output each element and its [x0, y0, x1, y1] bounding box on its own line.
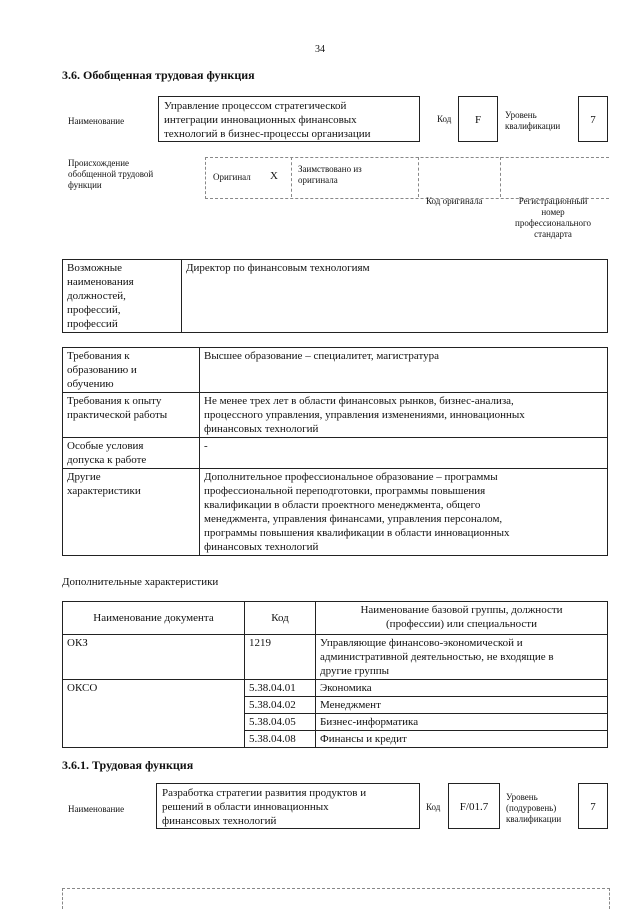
req-label-line: допуска к работе — [67, 454, 147, 466]
positions-label-line: должностей, — [67, 290, 126, 302]
tf-code-value: F/01.7 — [459, 801, 489, 813]
okz-name-line: административной деятельностью, не входящие в — [320, 651, 554, 663]
tf-name-line: финансовых технологий — [162, 815, 277, 827]
okz-name-line: Управляющие финансово-экономической и — [320, 637, 523, 649]
okz-name-line: другие группы — [320, 665, 390, 677]
positions-label-line: профессий, — [67, 304, 121, 316]
okso-name: Менеджмент — [316, 697, 608, 714]
tf-level-box — [578, 783, 608, 829]
header-group-line: (профессии) или специальности — [386, 618, 537, 630]
positions-value: Директор по финансовым технологиям — [182, 260, 608, 333]
origin-label — [68, 158, 153, 191]
req-value-line: Высшее образование – специалитет, магистратура — [204, 350, 440, 362]
table-row — [63, 469, 608, 556]
tf-code-label: Код — [426, 802, 441, 812]
positions-label — [63, 260, 182, 333]
tf-name-box — [156, 783, 420, 829]
positions-label-line: профессий — [67, 318, 118, 330]
requirements-table — [62, 347, 608, 556]
tf-name-label: Наименование — [68, 804, 125, 814]
req-value-line: - — [204, 440, 208, 452]
req-value-line: финансовых технологий — [204, 423, 319, 435]
tf-name-line: решений в области инновационных — [162, 801, 329, 813]
code-label: Код — [437, 114, 452, 124]
gtf-name-line: технологий в бизнес-процессы организации — [164, 128, 371, 140]
okso-name: Экономика — [316, 680, 608, 697]
req-label — [63, 438, 200, 469]
table-row — [63, 393, 608, 438]
positions-label-line: наименования — [67, 276, 134, 288]
req-value-line: профессиональной переподготовки, программы повышения — [204, 485, 486, 497]
page-number: 34 — [315, 44, 325, 55]
reg-number-line: номер — [541, 207, 565, 217]
okso-name: Бизнес-информатика — [316, 714, 608, 731]
positions-label-line: Возможные — [67, 262, 122, 274]
gtf-name-box — [158, 96, 420, 142]
reg-number-label — [503, 196, 603, 240]
code-value-box — [458, 96, 498, 142]
header-code: Код — [245, 602, 316, 635]
gtf-name-line: интеграции инновационных финансовых — [164, 114, 357, 126]
req-label-line: обучению — [67, 378, 114, 390]
okso-name: Финансы и кредит — [316, 731, 608, 748]
req-value — [200, 469, 608, 556]
okso-code: 5.38.04.02 — [245, 697, 316, 714]
req-label-line: Другие — [67, 471, 101, 483]
level-value: 7 — [590, 114, 596, 126]
origin-divider — [500, 157, 502, 197]
req-label — [63, 469, 200, 556]
original-label: Оригинал — [213, 172, 251, 182]
level-label — [505, 110, 560, 132]
header-group-line: Наименование базовой группы, должности — [360, 604, 563, 616]
borrowed-label-line: оригинала — [298, 175, 338, 185]
origin-label-line: функции — [68, 180, 102, 190]
okso-code: 5.38.04.05 — [245, 714, 316, 731]
level-value-box — [578, 96, 608, 142]
table-row — [63, 680, 608, 697]
req-value-line: финансовых технологий — [204, 541, 319, 553]
req-value-line: Дополнительное профессиональное образование – программы — [204, 471, 498, 483]
name-label: Наименование — [68, 116, 125, 126]
req-label-line: Требования к — [67, 350, 130, 362]
req-label-line: характеристики — [67, 485, 141, 497]
table-row — [63, 348, 608, 393]
original-mark: Х — [270, 170, 278, 182]
tf-level-line: Уровень — [506, 792, 538, 802]
req-value-line: программы повышения квалификации в области инновационных — [204, 527, 510, 539]
header-doc: Наименование документа — [63, 602, 245, 635]
req-value-line: Не менее трех лет в области финансовых рынков, бизнес-анализа, — [204, 395, 514, 407]
additional-title: Дополнительные характеристики — [62, 576, 219, 588]
req-value — [200, 393, 608, 438]
table-row — [63, 602, 608, 635]
req-label — [63, 393, 200, 438]
origin-label-line: обобщенной трудовой — [68, 169, 154, 179]
req-value — [200, 438, 608, 469]
table-row — [63, 635, 608, 680]
borrowed-label-line: Заимствовано из — [298, 164, 362, 174]
tf-name-line: Разработка стратегии развития продуктов и — [162, 787, 367, 799]
req-value — [200, 348, 608, 393]
borrowed-label — [298, 164, 362, 186]
reg-number-line: профессионального — [515, 218, 591, 228]
subsection-title: 3.6.1. Трудовая функция — [62, 758, 194, 772]
gtf-name-line: Управление процессом стратегической — [164, 100, 347, 112]
reg-number-line: стандарта — [534, 229, 572, 239]
level-label-line: квалификации — [505, 121, 561, 131]
okso-code: 5.38.04.08 — [245, 731, 316, 748]
okz-doc: ОКЗ — [63, 635, 245, 680]
tf-level-label — [506, 792, 561, 825]
section-title: 3.6. Обобщенная трудовая функция — [62, 68, 255, 82]
code-original-label: Код оригинала — [426, 196, 483, 206]
table-row — [63, 438, 608, 469]
req-label-line: Особые условия — [67, 440, 144, 452]
req-value-line: квалификации в области проектного менеджмента, общего — [204, 499, 481, 511]
code-value: F — [474, 114, 482, 126]
req-value-line: процессного управления, управления изменениями, инновационных — [204, 409, 525, 421]
next-frame — [62, 888, 610, 909]
req-value-line: менеджмента, управления финансами, управления персоналом, — [204, 513, 503, 525]
okz-code: 1219 — [245, 635, 316, 680]
req-label-line: практической работы — [67, 409, 168, 421]
origin-label-line: Происхождение — [68, 158, 130, 168]
tf-level-value: 7 — [590, 801, 596, 813]
tf-code-box — [448, 783, 500, 829]
req-label-line: образованию и — [67, 364, 137, 376]
reg-number-line: Регистрационный — [518, 196, 588, 206]
okso-doc: ОКСО — [63, 680, 245, 748]
tf-level-line: (подуровень) — [506, 803, 557, 813]
tf-level-line: квалификации — [506, 814, 562, 824]
header-group — [316, 602, 608, 635]
req-label — [63, 348, 200, 393]
level-label-line: Уровень — [505, 110, 537, 120]
okso-code: 5.38.04.01 — [245, 680, 316, 697]
additional-table — [62, 601, 608, 748]
positions-table — [62, 259, 608, 333]
req-label-line: Требования к опыту — [67, 395, 162, 407]
okz-name — [316, 635, 608, 680]
origin-divider — [418, 157, 420, 197]
